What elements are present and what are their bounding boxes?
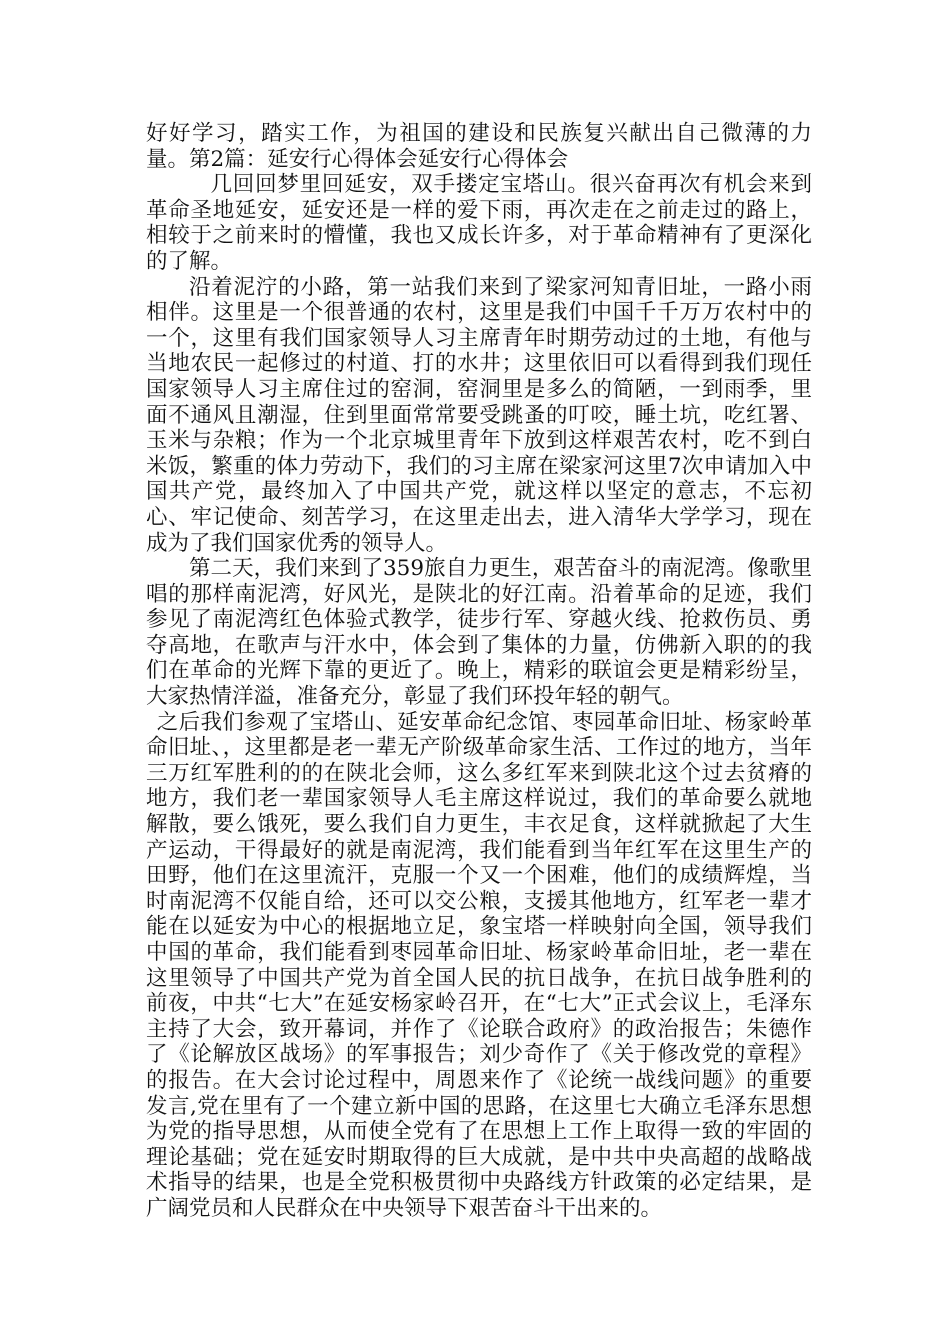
paragraph-liangjiahe: 沿着泥泞的小路，第一站我们来到了梁家河知青旧址，一路小雨相伴。这里是一个很普通的农村，这里是我们中国千千万万农村中的一个，这里有我们国家领导人习主席青年时期劳动过的土地，有他与当地农民一起修过的村道、打的水井；这里依旧可以看得到我们现任国家领导人习主席住过的窑洞，窑洞里是多么的简陋，一到雨季，里面不通风且潮湿，住到里面常常要受跳蚤的叮咬，睡土坑，吃红署、玉米与杂粮；作为一个北京城里青年下放到这样艰苦农村，吃不到白米饭，繁重的体力劳动下，我们的习主席在梁家河这里7次申请加入中国共产党，最终加入了中国共产党，就这样以坚定的意志，不忘初心、牢记使命、刻苦学习，在这里走出去，进入清华大学学习，现在成为了我们国家优秀的领导人。: [146, 274, 812, 556]
paragraph-yanan-dream: 几回回梦里回延安，双手搂定宝塔山。很兴奋再次有机会来到革命圣地延安，延安还是一样的爱下雨，再次走在之前走过的路上，相较于之前来时的懵懂，我也又成长许多，对于革命精神有了更深化的了解。: [146, 172, 812, 274]
paragraph-nanniwan: 第二天，我们来到了359旅自力更生，艰苦奋斗的南泥湾。像歌里唱的那样南泥湾，好风光，是陕北的好江南。沿着革命的足迹，我们参见了南泥湾红色体验式教学，徒步行军、穿越火线、抢救伤员、勇夺高地，在歌声与汗水中，体会到了集体的力量，仿佛新入职的的我们在革命的光辉下靠的更近了。晚上，精彩的联谊会更是精彩纷呈，大家热情洋溢，准备充分，彰显了我们环投年轻的朝气。: [146, 556, 812, 710]
paragraph-intro: 好好学习，踏实工作，为祖国的建设和民族复兴献出自己微薄的力量。第2篇：延安行心得体会延安行心得体会: [146, 121, 812, 172]
paragraph-revolutionary-sites: 之后我们参观了宝塔山、延安革命纪念馆、枣园革命旧址、杨家岭革命旧址、，这里都是老一辈无产阶级革命家生活、工作过的地方，当年三万红军胜利的的在陕北会师，这么多红军来到陕北这个过去贫瘠的地方，我们老一辈国家领导人毛主席这样说过，我们的革命要么就地解散，要么饿死，要么我们自力更生，丰衣足食，这样就掀起了大生产运动，干得最好的就是南泥湾，我们能看到当年红军在这里生产的田野，他们在这里流汗，克服一个又一个困难，他们的成绩辉煌，当时南泥湾不仅能自给，还可以交公粮，支援其他地方，红军老一辈才能在以延安为中心的根据地立足，象宝塔一样映射向全国，领导我们中国的革命，我们能看到枣园革命旧址、杨家岭革命旧址，老一辈在这里领导了中国共产党为首全国人民的抗日战争，在抗日战争胜利的前夜，中共“七大”在延安杨家岭召开，在“七大”正式会议上，毛泽东主持了大会，致开幕词，并作了《论联合政府》的政治报告；朱德作了《论解放区战场》的军事报告；刘少奇作了《关于修改党的章程》的报告。在大会讨论过程中，周恩来作了《论统一战线问题》的重要发言,党在里有了一个建立新中国的思路，在这里七大确立毛泽东思想为党的指导思想，从而使全党有了在思想上工作上取得一致的牢固的理论基础；党在延安时期取得的巨大成就，是中共中央高超的战略战术指导的结果，也是全党积极贯彻中央路线方针政策的必定结果，是广阔党员和人民群众在中央领导下艰苦奋斗干出来的。: [146, 709, 812, 1221]
document-body: [146, 121, 812, 1222]
